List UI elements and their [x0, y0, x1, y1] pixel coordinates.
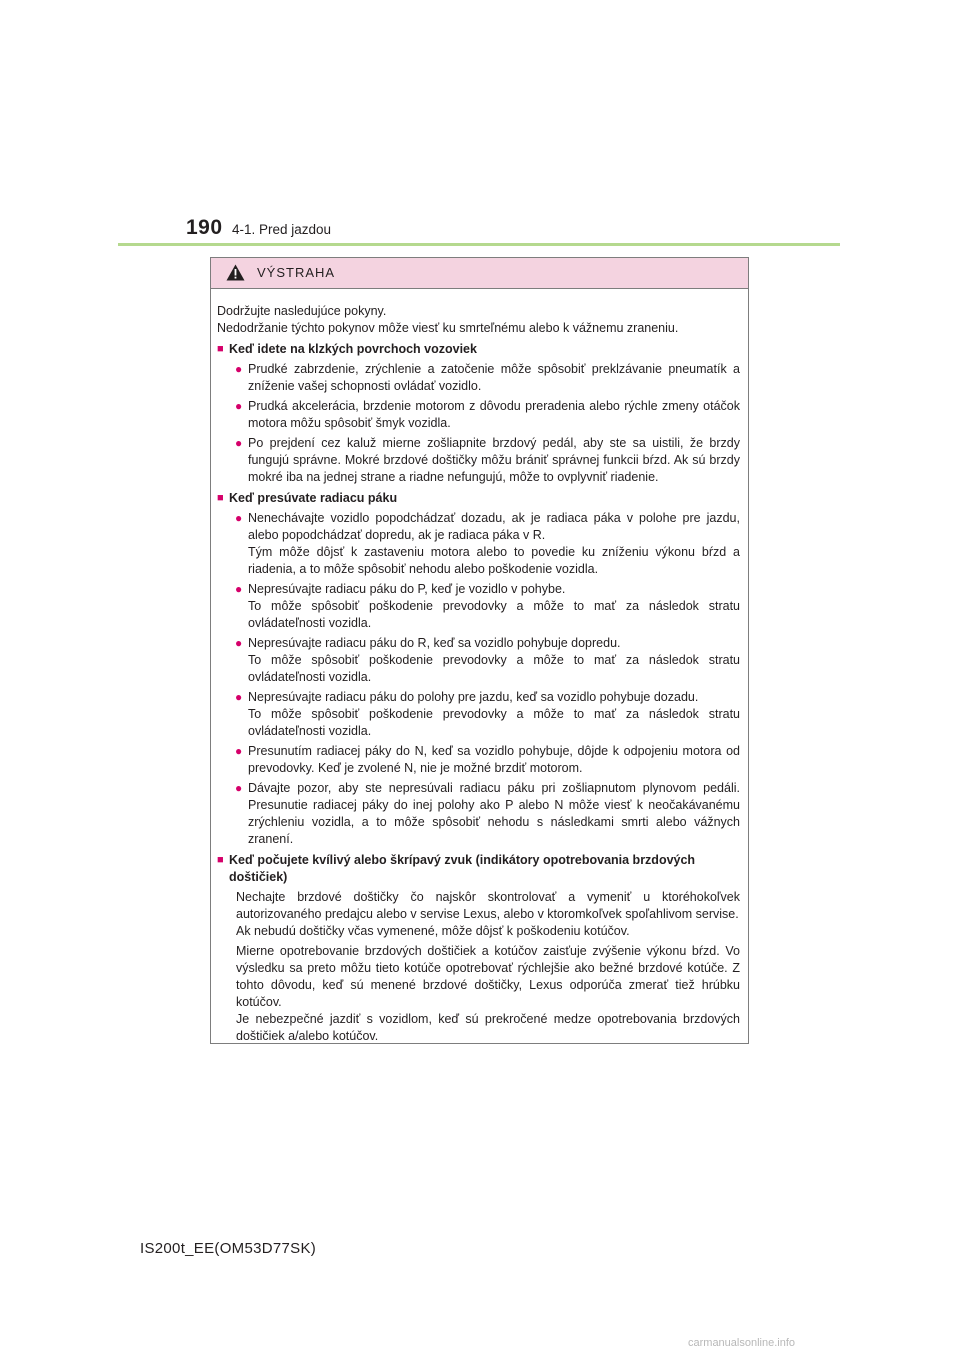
paragraph-line: Je nebezpečné jazdiť s vozidlom, keď sú prekročené medze opotrebovania brzdových doštičiek a/alebo kotúčov.: [236, 1012, 740, 1043]
section-heading: [217, 852, 740, 886]
intro-line: Dodržujte nasledujúce pokyny.: [217, 304, 387, 318]
bullet-text: [248, 780, 740, 848]
section-heading-text: Keď presúvate radiacu páku: [229, 491, 398, 505]
section-heading-text: Keď počujete kvílivý alebo škrípavý zvuk (indikátory opotrebovania brzdových doštičiek): [229, 853, 696, 884]
round-bullet-icon: ●: [235, 690, 243, 704]
warning-header: [211, 258, 748, 289]
bullet-line: Nepresúvajte radiacu páku do polohy pre jazdu, keď sa vozidlo pohybuje dozadu.: [248, 690, 699, 704]
square-bullet-icon: ■: [217, 854, 224, 866]
watermark: carmanualsonline.info: [688, 1337, 796, 1349]
warning-box: [210, 257, 749, 1044]
page-number: 190: [186, 216, 223, 239]
bullet-line: Nepresúvajte radiacu páku do P, keď je vozidlo v pohybe.: [248, 582, 566, 596]
bullet-line: To môže spôsobiť poškodenie prevodovky a môže to mať za následok stratu ovládateľnosti vozidla.: [248, 599, 740, 630]
bullet-line: Po prejdení cez kaluž mierne zošliapnite brzdový pedál, aby ste sa uistili, že brzdy fungujú správne. Mokré brzdové doštičky môžu brániť správnej funkcii bŕzd. Ak sú brzdy mokré iba na jednej strane a riadne nefungujú, môže to ovplyvniť riadenie.: [248, 436, 740, 484]
bullet-line: Prudké zabrzdenie, zrýchlenie a zatočenie môže spôsobiť preklzávanie pneumatík a zníženie vašej schopnosti ovládať vozidlo.: [248, 362, 740, 393]
paragraph-line: Nechajte brzdové doštičky čo najskôr skontrolovať a vymeniť u ktoréhokoľvek autorizovaného predajcu alebo v servise Lexus, alebo v ktoromkoľvek spoľahlivom servise.: [236, 890, 740, 921]
bullet-item: [235, 780, 740, 848]
warning-title: VÝSTRAHA: [257, 265, 336, 280]
round-bullet-icon: ●: [235, 781, 243, 795]
bullet-text: [248, 435, 740, 486]
bullet-line: Presunutím radiacej páky do N, keď sa vozidlo pohybuje, dôjde k odpojeniu motora od prevodovky. Keď je zvolené N, nie je možné brzdiť motorom.: [248, 744, 740, 775]
paragraph-line: Mierne opotrebovanie brzdových doštičiek a kotúčov zaisťuje zvýšenie výkonu bŕzd. Vo výsledku sa preto môžu tieto kotúče opotrebovať rýchlejšie ako bežné brzdové kotúče. Z tohto dôvodu, keď sú menené brzdové doštičky, Lexus odporúča zmerať tiež hrúbku kotúčov.: [236, 944, 740, 1009]
round-bullet-icon: ●: [235, 744, 243, 758]
bullet-item: [235, 435, 740, 486]
bullet-text: [248, 361, 740, 395]
paragraph-line: Ak nebudú doštičky včas vymenené, môže dôjsť k poškodeniu kotúčov.: [236, 924, 630, 938]
bullet-text: [248, 510, 740, 578]
round-bullet-icon: ●: [235, 582, 243, 596]
header-rule: [118, 243, 840, 246]
bullet-item: [235, 635, 740, 686]
round-bullet-icon: ●: [235, 511, 243, 525]
round-bullet-icon: ●: [235, 362, 243, 376]
warning-triangle-icon: [226, 264, 245, 281]
footer-model-code: IS200t_EE(OM53D77SK): [140, 1240, 317, 1257]
round-bullet-icon: ●: [235, 399, 243, 413]
square-bullet-icon: ■: [217, 343, 224, 355]
bullet-line: Dávajte pozor, aby ste nepresúvali radiacu páku pri zošliapnutom plynovom pedáli. Presunutie radiacej páky do inej polohy ako P alebo N môže viesť k neočakávanému zrýchleniu vozidla, a to môže spôsobiť nehodu s následkami smrti alebo vážnych zranení.: [248, 781, 740, 846]
warning-intro: [217, 303, 740, 337]
bullet-item: [235, 398, 740, 432]
warning-body: [211, 289, 748, 1045]
section-title: 4-1. Pred jazdou: [232, 222, 332, 237]
section-paragraph: [236, 889, 740, 940]
bullet-line: Nepresúvajte radiacu páku do R, keď sa vozidlo pohybuje dopredu.: [248, 636, 621, 650]
section-heading: [217, 490, 740, 507]
bullet-line: Tým môže dôjsť k zastaveniu motora alebo to povedie ku zníženiu výkonu bŕzd a riadenia, a to môže spôsobiť nehodu alebo poškodenie vozidla.: [248, 545, 740, 576]
round-bullet-icon: ●: [235, 436, 243, 450]
bullet-item: [235, 689, 740, 740]
bullet-item: [235, 743, 740, 777]
bullet-text: [248, 398, 740, 432]
bullet-item: [235, 361, 740, 395]
section-paragraph: [236, 943, 740, 1045]
section-heading-text: Keď idete na klzkých povrchoch vozoviek: [229, 342, 477, 356]
bullet-text: [248, 635, 740, 686]
bullet-line: Nenechávajte vozidlo popodchádzať dozadu, ak je radiaca páka v polohe pre jazdu, alebo popodchádzať dopredu, ak je radiaca páka v R.: [248, 511, 740, 542]
page-header: [0, 0, 960, 250]
bullet-line: Prudká akcelerácia, brzdenie motorom z dôvodu preradenia alebo rýchle zmeny otáčok motora môžu spôsobiť šmyk vozidla.: [248, 399, 740, 430]
warning-sections: [217, 341, 740, 1045]
bullet-line: To môže spôsobiť poškodenie prevodovky a môže to mať za následok stratu ovládateľnosti vozidla.: [248, 707, 740, 738]
bullet-item: [235, 581, 740, 632]
bullet-text: [248, 743, 740, 777]
bullet-text: [248, 581, 740, 632]
intro-line: Nedodržanie týchto pokynov môže viesť ku smrteľnému alebo k vážnemu zraneniu.: [217, 321, 679, 335]
bullet-text: [248, 689, 740, 740]
bullet-line: To môže spôsobiť poškodenie prevodovky a môže to mať za následok stratu ovládateľnosti vozidla.: [248, 653, 740, 684]
round-bullet-icon: ●: [235, 636, 243, 650]
section-heading: [217, 341, 740, 358]
bullet-item: [235, 510, 740, 578]
square-bullet-icon: ■: [217, 492, 224, 504]
